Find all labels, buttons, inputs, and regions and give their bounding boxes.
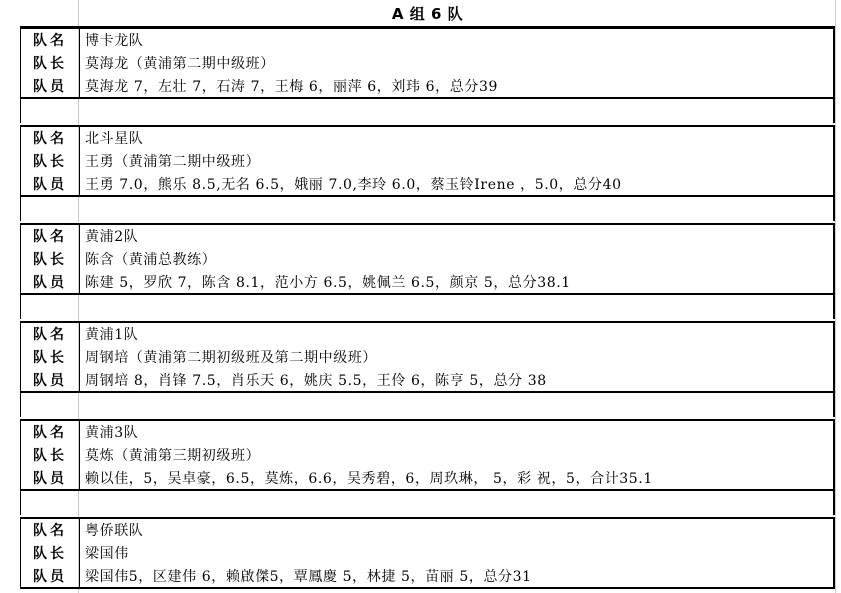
captain-label: 队长	[21, 52, 80, 76]
captain-value: 周钢培（黄浦第二期初级班及第二期中级班）	[85, 350, 377, 366]
members-row	[21, 565, 833, 589]
members-row	[21, 75, 833, 99]
members-row	[21, 271, 833, 295]
captain-label: 队长	[21, 346, 80, 370]
members-label: 队员	[21, 369, 80, 393]
members-row	[21, 173, 833, 197]
team-block	[20, 419, 835, 491]
spacer-row	[20, 491, 835, 515]
team-block	[20, 321, 835, 393]
team-block	[20, 125, 835, 197]
grid-line	[835, 0, 836, 593]
captain-value: 莫海龙（黄浦第二期中级班）	[85, 56, 275, 72]
members-value: 陈建 5，罗欣 7，陈含 8.1，范小方 6.5，姚佩兰 6.5，颜京 5，总分38.1	[85, 275, 571, 291]
captain-row	[21, 150, 833, 174]
team-name-value: 北斗星队	[85, 131, 144, 147]
captain-value: 王勇（黄浦第二期中级班）	[85, 154, 261, 170]
team-name-row	[21, 421, 833, 445]
team-name-label: 队名	[21, 225, 80, 249]
team-name-label: 队名	[21, 29, 80, 53]
captain-label: 队长	[21, 542, 80, 566]
members-label: 队员	[21, 467, 80, 491]
members-label: 队员	[21, 173, 80, 197]
spacer-row	[20, 393, 835, 417]
team-block	[20, 223, 835, 295]
captain-row	[21, 444, 833, 468]
spacer-row	[20, 197, 835, 221]
captain-label: 队长	[21, 150, 80, 174]
team-name-row	[21, 225, 833, 249]
team-block	[20, 27, 835, 99]
team-block	[20, 517, 835, 589]
members-label: 队员	[21, 75, 80, 99]
team-name-value: 黄浦1队	[85, 327, 139, 343]
team-name-label: 队名	[21, 519, 80, 543]
captain-row	[21, 52, 833, 76]
team-name-row	[21, 519, 833, 543]
team-name-value: 黄浦3队	[85, 425, 139, 441]
members-row	[21, 369, 833, 393]
team-name-row	[21, 29, 833, 53]
members-label: 队员	[21, 271, 80, 295]
team-name-label: 队名	[21, 127, 80, 151]
members-value: 周钢培 8，肖锋 7.5，肖乐天 6，姚庆 5.5，王伶 6，陈亨 5，总分 38	[85, 373, 547, 389]
team-name-value: 博卡龙队	[85, 33, 144, 49]
spacer-row	[20, 295, 835, 319]
spacer-row	[20, 99, 835, 123]
captain-value: 陈含（黄浦总教练）	[85, 252, 217, 268]
team-name-label: 队名	[21, 323, 80, 347]
members-row	[21, 467, 833, 491]
captain-label: 队长	[21, 248, 80, 272]
team-name-label: 队名	[21, 421, 80, 445]
members-value: 赖以佳，5，吴卓豪，6.5，莫炼，6.6，吴秀碧，6，周玖琳， 5，彩 祝，5，合计35.1	[85, 471, 653, 487]
captain-row	[21, 542, 833, 566]
captain-value: 莫炼（黄浦第三期初级班）	[85, 448, 261, 464]
team-name-value: 黄浦2队	[85, 229, 139, 245]
members-value: 王勇 7.0，熊乐 8.5,无名 6.5，娥丽 7.0,李玲 6.0，蔡玉铃Irene ，5.0，总分40	[85, 177, 622, 193]
members-value: 梁国伟5，区建伟 6，赖啟傑5，覃鳳慶 5，林捷 5，苗丽 5，总分31	[85, 569, 532, 585]
captain-row	[21, 346, 833, 370]
captain-value: 梁国伟	[85, 546, 129, 562]
team-name-row	[21, 323, 833, 347]
team-name-row	[21, 127, 833, 151]
group-title: A 组 6 队	[20, 2, 835, 28]
captain-label: 队长	[21, 444, 80, 468]
team-name-value: 粤侨联队	[85, 523, 144, 539]
members-label: 队员	[21, 565, 80, 589]
members-value: 莫海龙 7，左壮 7，石涛 7，王梅 6，丽萍 6，刘玮 6，总分39	[85, 79, 498, 95]
captain-row	[21, 248, 833, 272]
